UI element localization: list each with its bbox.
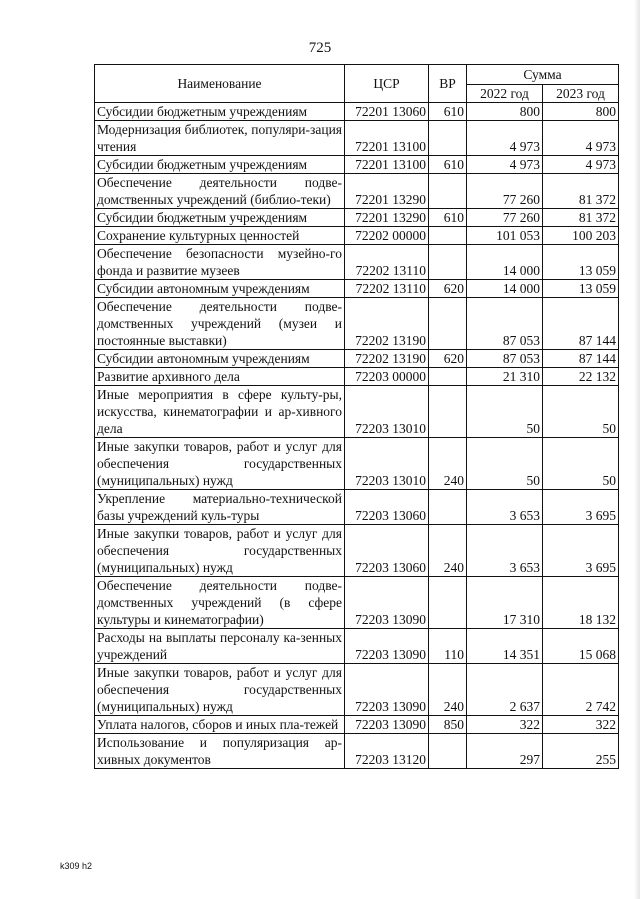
row-name: Укрепление материально-технической базы учреждений куль-туры xyxy=(95,490,345,525)
budget-table xyxy=(94,64,619,769)
table-row xyxy=(95,368,619,386)
header-sum: Сумма xyxy=(467,65,619,85)
row-amount-2022: 297 xyxy=(467,734,543,769)
row-amount-2023: 87 144 xyxy=(543,350,619,368)
table-body xyxy=(95,103,619,769)
row-vr: 610 xyxy=(429,103,467,121)
row-vr xyxy=(429,174,467,209)
row-amount-2022: 322 xyxy=(467,716,543,734)
row-name: Обеспечение деятельности подве-домственных учреждений (музеи и постоянные выставки) xyxy=(95,298,345,350)
row-vr: 240 xyxy=(429,525,467,577)
footer-code: k309 h2 xyxy=(60,861,93,871)
row-csr: 72203 00000 xyxy=(345,368,429,386)
row-vr xyxy=(429,734,467,769)
row-amount-2022: 3 653 xyxy=(467,490,543,525)
row-amount-2023: 4 973 xyxy=(543,156,619,174)
table-row xyxy=(95,298,619,350)
row-csr: 72203 13090 xyxy=(345,716,429,734)
row-amount-2022: 77 260 xyxy=(467,209,543,227)
table-row xyxy=(95,734,619,769)
row-csr: 72201 13290 xyxy=(345,209,429,227)
row-vr xyxy=(429,227,467,245)
row-amount-2022: 21 310 xyxy=(467,368,543,386)
row-amount-2023: 81 372 xyxy=(543,174,619,209)
row-vr: 240 xyxy=(429,438,467,490)
row-vr xyxy=(429,577,467,629)
row-csr: 72201 13100 xyxy=(345,156,429,174)
row-vr: 240 xyxy=(429,664,467,716)
table-row xyxy=(95,245,619,280)
row-amount-2022: 14 000 xyxy=(467,245,543,280)
row-csr: 72201 13290 xyxy=(345,174,429,209)
row-csr: 72203 13060 xyxy=(345,490,429,525)
table-row xyxy=(95,227,619,245)
table-row xyxy=(95,629,619,664)
row-name: Субсидии бюджетным учреждениям xyxy=(95,209,345,227)
row-name: Сохранение культурных ценностей xyxy=(95,227,345,245)
row-name: Модернизация библиотек, популяри-зация чтения xyxy=(95,121,345,156)
page-number: 725 xyxy=(308,40,332,56)
row-amount-2022: 800 xyxy=(467,103,543,121)
row-name: Иные закупки товаров, работ и услуг для обеспечения государственных (муниципальных) нужд xyxy=(95,438,345,490)
row-vr xyxy=(429,298,467,350)
row-vr xyxy=(429,490,467,525)
table-row xyxy=(95,664,619,716)
row-amount-2023: 87 144 xyxy=(543,298,619,350)
table-row xyxy=(95,577,619,629)
row-name: Использование и популяризация ар-хивных документов xyxy=(95,734,345,769)
row-csr: 72203 13060 xyxy=(345,525,429,577)
row-name: Субсидии бюджетным учреждениям xyxy=(95,156,345,174)
row-amount-2022: 87 053 xyxy=(467,298,543,350)
scan-edge-shadow xyxy=(634,0,640,899)
row-amount-2022: 14 000 xyxy=(467,280,543,298)
row-name: Субсидии автономным учреждениям xyxy=(95,280,345,298)
table-row xyxy=(95,386,619,438)
row-csr: 72203 13010 xyxy=(345,438,429,490)
table-row xyxy=(95,174,619,209)
row-csr: 72202 13190 xyxy=(345,350,429,368)
row-amount-2023: 50 xyxy=(543,438,619,490)
row-amount-2023: 3 695 xyxy=(543,525,619,577)
row-name: Обеспечение деятельности подве-домственных учреждений (библио-теки) xyxy=(95,174,345,209)
row-csr: 72203 13090 xyxy=(345,577,429,629)
row-vr: 110 xyxy=(429,629,467,664)
row-csr: 72201 13060 xyxy=(345,103,429,121)
header-year-2023: 2023 год xyxy=(543,85,619,103)
row-amount-2022: 3 653 xyxy=(467,525,543,577)
row-name: Субсидии автономным учреждениям xyxy=(95,350,345,368)
row-vr xyxy=(429,368,467,386)
row-vr: 610 xyxy=(429,156,467,174)
row-csr: 72202 13110 xyxy=(345,245,429,280)
table-row xyxy=(95,350,619,368)
row-vr: 620 xyxy=(429,350,467,368)
table-row xyxy=(95,525,619,577)
row-csr: 72203 13090 xyxy=(345,664,429,716)
row-amount-2023: 50 xyxy=(543,386,619,438)
row-amount-2023: 800 xyxy=(543,103,619,121)
row-amount-2023: 4 973 xyxy=(543,121,619,156)
row-name: Обеспечение деятельности подве-домственных учреждений (в сфере культуры и кинематографии) xyxy=(95,577,345,629)
row-amount-2022: 2 637 xyxy=(467,664,543,716)
row-amount-2022: 50 xyxy=(467,438,543,490)
row-amount-2022: 4 973 xyxy=(467,121,543,156)
row-amount-2023: 81 372 xyxy=(543,209,619,227)
row-name: Расходы на выплаты персоналу ка-зенных учреждений xyxy=(95,629,345,664)
row-vr: 850 xyxy=(429,716,467,734)
row-csr: 72201 13100 xyxy=(345,121,429,156)
row-name: Уплата налогов, сборов и иных пла-тежей xyxy=(95,716,345,734)
row-vr xyxy=(429,245,467,280)
row-name: Иные мероприятия в сфере культу-ры, искусства, кинематографии и ар-хивного дела xyxy=(95,386,345,438)
row-amount-2023: 13 059 xyxy=(543,280,619,298)
row-amount-2023: 322 xyxy=(543,716,619,734)
row-vr xyxy=(429,121,467,156)
row-amount-2022: 87 053 xyxy=(467,350,543,368)
table-row xyxy=(95,103,619,121)
row-amount-2023: 22 132 xyxy=(543,368,619,386)
table-row xyxy=(95,438,619,490)
row-amount-2023: 18 132 xyxy=(543,577,619,629)
table-row xyxy=(95,716,619,734)
row-csr: 72202 13110 xyxy=(345,280,429,298)
row-csr: 72202 00000 xyxy=(345,227,429,245)
row-csr: 72202 13190 xyxy=(345,298,429,350)
row-amount-2023: 13 059 xyxy=(543,245,619,280)
row-name: Развитие архивного дела xyxy=(95,368,345,386)
row-amount-2022: 77 260 xyxy=(467,174,543,209)
table-row xyxy=(95,490,619,525)
header-vr: ВР xyxy=(429,65,467,103)
row-csr: 72203 13120 xyxy=(345,734,429,769)
table-row xyxy=(95,156,619,174)
row-amount-2022: 101 053 xyxy=(467,227,543,245)
row-amount-2023: 255 xyxy=(543,734,619,769)
table-row xyxy=(95,121,619,156)
row-vr xyxy=(429,386,467,438)
row-name: Обеспечение безопасности музейно-го фонда и развитие музеев xyxy=(95,245,345,280)
header-csr: ЦСР xyxy=(345,65,429,103)
header-year-2022: 2022 год xyxy=(467,85,543,103)
row-amount-2022: 14 351 xyxy=(467,629,543,664)
table-row xyxy=(95,280,619,298)
table-row xyxy=(95,209,619,227)
row-amount-2023: 100 203 xyxy=(543,227,619,245)
row-amount-2023: 2 742 xyxy=(543,664,619,716)
row-csr: 72203 13010 xyxy=(345,386,429,438)
row-name: Субсидии бюджетным учреждениям xyxy=(95,103,345,121)
row-name: Иные закупки товаров, работ и услуг для обеспечения государственных (муниципальных) нужд xyxy=(95,664,345,716)
row-vr: 610 xyxy=(429,209,467,227)
row-amount-2022: 50 xyxy=(467,386,543,438)
header-name: Наименование xyxy=(95,65,345,103)
row-amount-2023: 15 068 xyxy=(543,629,619,664)
row-name: Иные закупки товаров, работ и услуг для обеспечения государственных (муниципальных) нужд xyxy=(95,525,345,577)
row-amount-2023: 3 695 xyxy=(543,490,619,525)
row-amount-2022: 17 310 xyxy=(467,577,543,629)
row-csr: 72203 13090 xyxy=(345,629,429,664)
row-vr: 620 xyxy=(429,280,467,298)
row-amount-2022: 4 973 xyxy=(467,156,543,174)
